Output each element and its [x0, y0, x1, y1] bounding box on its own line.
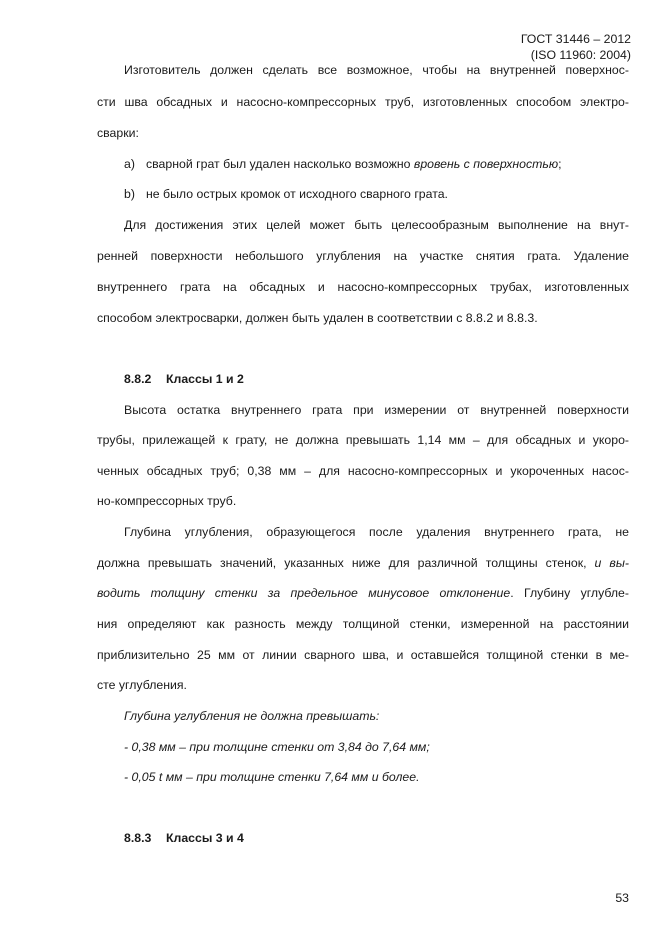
- paragraph-line: Изготовитель должен сделать все возможное, чтобы на внутренней поверхнос-: [124, 63, 629, 77]
- list-marker: а): [124, 157, 135, 171]
- section-number: 8.8.2: [124, 372, 152, 386]
- paragraph-line: [97, 555, 629, 571]
- section-number: 8.8.3: [124, 831, 152, 845]
- list-item: [124, 186, 448, 202]
- standard-number: ГОСТ 31446 – 2012: [520, 32, 631, 46]
- italic-line: - 0,38 мм – при толщине стенки от 3,84 до 7,64 мм;: [124, 740, 430, 754]
- list-item: [124, 156, 562, 172]
- paragraph-line: Для достижения этих целей может быть целесообразным выполнение на внут-: [124, 218, 629, 232]
- list-item-emphasis: вровень с поверхностью: [413, 157, 559, 171]
- paragraph-line: сварки:: [97, 126, 139, 140]
- paragraph-line: способом электросварки, должен быть удален в соответствии с 8.8.2 и 8.8.3.: [97, 311, 538, 325]
- paragraph-line: сти шва обсадных и насосно-компрессорных труб, изготовленных способом электро-: [97, 95, 629, 109]
- paragraph-line: Глубина углубления, образующегося после удаления внутреннего грата, не: [124, 525, 629, 539]
- section-heading: [124, 830, 244, 846]
- page-number: 53: [615, 891, 629, 905]
- section-heading: [124, 371, 244, 387]
- paragraph-line: но-компрессорных труб.: [97, 494, 237, 508]
- list-marker: b): [124, 187, 135, 201]
- paragraph-line: ния определяют как разность между толщиной стенки, измеренной на расстоянии: [97, 617, 629, 631]
- section-title: Классы 1 и 2: [166, 372, 244, 386]
- paragraph-text: должна превышать значений, указанных ниже для различной толщины стенок,: [97, 556, 595, 570]
- paragraph-text: . Глубину углубле-: [510, 586, 629, 600]
- document-header: [521, 31, 631, 63]
- paragraph-line: ченных обсадных труб; 0,38 мм – для насосно-компрессорных и укороченных насос-: [97, 464, 629, 478]
- paragraph-line: ренней поверхности небольшого углубления на участке снятия грата. Удаление: [97, 249, 629, 263]
- paragraph-line: приблизительно 25 мм от линии сварного шва, и оставшейся толщиной стенки в ме-: [97, 648, 629, 662]
- paragraph-emphasis: и вы-: [594, 556, 629, 570]
- paragraph-line: трубы, прилежащей к грату, не должна превышать 1,14 мм – для обсадных и укоро-: [97, 433, 629, 447]
- italic-line: Глубина углубления не должна превышать:: [124, 709, 380, 723]
- paragraph-line: Высота остатка внутреннего грата при измерении от внутренней поверхности: [124, 403, 629, 417]
- paragraph-line: внутреннего грата на обсадных и насосно-компрессорных трубах, изготовленных: [97, 280, 629, 294]
- list-item-text: не было острых кромок от исходного сварного грата.: [146, 187, 448, 201]
- paragraph-emphasis: водить толщину стенки за предельное минусовое отклонение: [97, 586, 511, 600]
- list-item-tail: ;: [558, 157, 562, 171]
- list-item-text: сварной грат был удален насколько возможно: [146, 157, 414, 171]
- iso-reference: (ISO 11960: 2004): [530, 48, 631, 62]
- italic-line: - 0,05 t мм – при толщине стенки 7,64 мм и более.: [124, 770, 420, 784]
- paragraph-line: [97, 585, 629, 601]
- section-title: Классы 3 и 4: [166, 831, 244, 845]
- paragraph-line: сте углубления.: [97, 678, 187, 692]
